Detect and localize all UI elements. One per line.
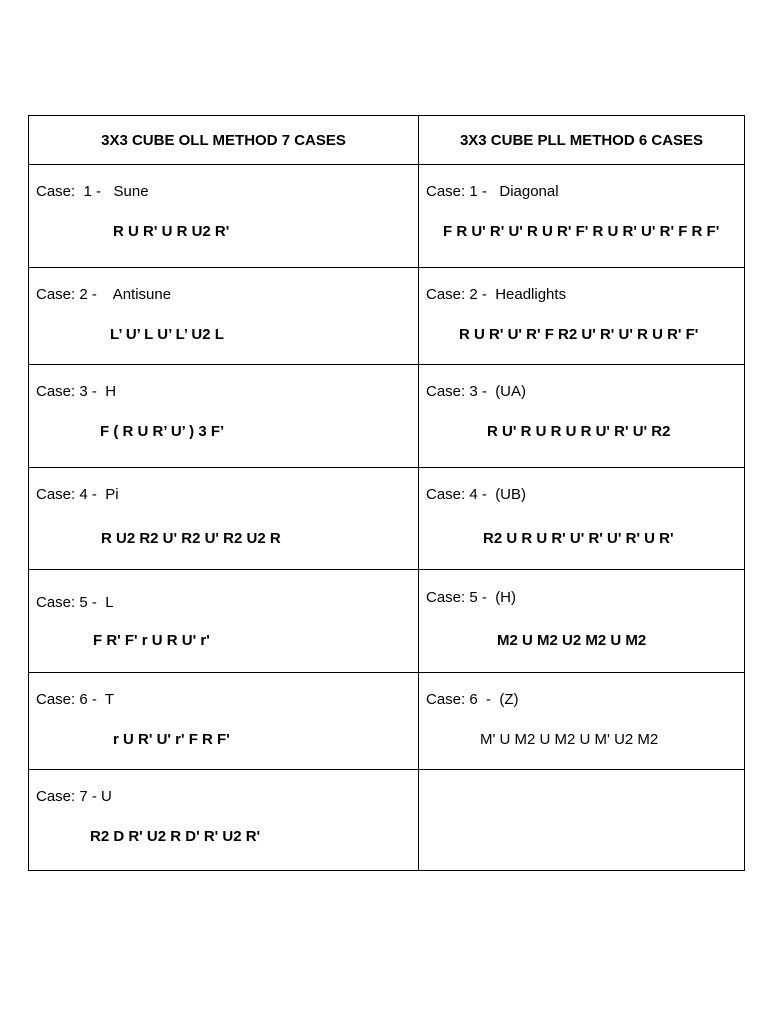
pll-case-algorithm: F R U' R' U' R U R' F' R U R' U' R' F R F': [443, 223, 720, 240]
oll-case-algorithm: R2 D R' U2 R D' R' U2 R': [90, 828, 261, 845]
table-row: [29, 673, 745, 770]
pll-cell: [419, 468, 745, 570]
pll-case-algorithm: R U R' U' R' F R2 U' R' U' R U R' F': [459, 326, 699, 343]
oll-cell: [29, 365, 419, 468]
pll-case-label: Case: 2 - Headlights: [426, 286, 567, 303]
pll-cell: [419, 365, 745, 468]
table-row: [29, 468, 745, 570]
oll-case-algorithm: F R' F' r U R U' r': [93, 632, 210, 649]
pll-cell: [419, 268, 745, 365]
oll-cell: [29, 165, 419, 268]
table-row: [29, 268, 745, 365]
pll-case-algorithm: R2 U R U R' U' R' U' R' U R': [483, 530, 674, 547]
oll-cell: [29, 570, 419, 673]
pll-header: 3X3 CUBE PLL METHOD 6 CASES: [419, 116, 745, 165]
pll-cell: [419, 673, 745, 770]
oll-cell: [29, 468, 419, 570]
table-row: [29, 770, 745, 871]
pll-case-algorithm: M2 U M2 U2 M2 U M2: [497, 632, 647, 649]
oll-case-label: Case: 1 - Sune: [36, 183, 149, 200]
oll-cell: [29, 770, 419, 871]
header-row: [29, 116, 745, 165]
oll-header: 3X3 CUBE OLL METHOD 7 CASES: [29, 116, 419, 165]
oll-case-algorithm: r U R' U' r' F R F': [113, 731, 230, 748]
pll-case-label: Case: 5 - (H): [426, 589, 517, 606]
empty-cell: [419, 770, 745, 871]
oll-case-algorithm: R U2 R2 U' R2 U' R2 U2 R: [101, 530, 281, 547]
oll-case-label: Case: 4 - Pi: [36, 486, 119, 503]
oll-case-algorithm: L’ U’ L U’ L’ U2 L: [110, 326, 224, 343]
oll-case-label: Case: 5 - L: [36, 594, 114, 611]
oll-case-label: Case: 6 - T: [36, 691, 115, 708]
pll-case-label: Case: 6 - (Z): [426, 691, 519, 708]
pll-case-label: Case: 4 - (UB): [426, 486, 527, 503]
table-row: [29, 365, 745, 468]
cube-methods-table: [28, 115, 745, 871]
pll-cell: [419, 570, 745, 673]
pll-case-algorithm: R U' R U R U R U' R' U' R2: [487, 423, 671, 440]
oll-case-label: Case: 7 - U: [36, 788, 112, 805]
pll-case-algorithm: M' U M2 U M2 U M' U2 M2: [480, 731, 659, 748]
table-row: [29, 570, 745, 673]
oll-cell: [29, 268, 419, 365]
oll-cell: [29, 673, 419, 770]
pll-case-label: Case: 3 - (UA): [426, 383, 527, 400]
oll-case-label: Case: 2 - Antisune: [36, 286, 172, 303]
oll-case-algorithm: F ( R U R’ U’ ) 3 F’: [100, 423, 225, 440]
oll-case-label: Case: 3 - H: [36, 383, 117, 400]
table-row: [29, 165, 745, 268]
oll-case-algorithm: R U R' U R U2 R': [113, 223, 230, 240]
pll-case-label: Case: 1 - Diagonal: [426, 183, 559, 200]
pll-cell: [419, 165, 745, 268]
